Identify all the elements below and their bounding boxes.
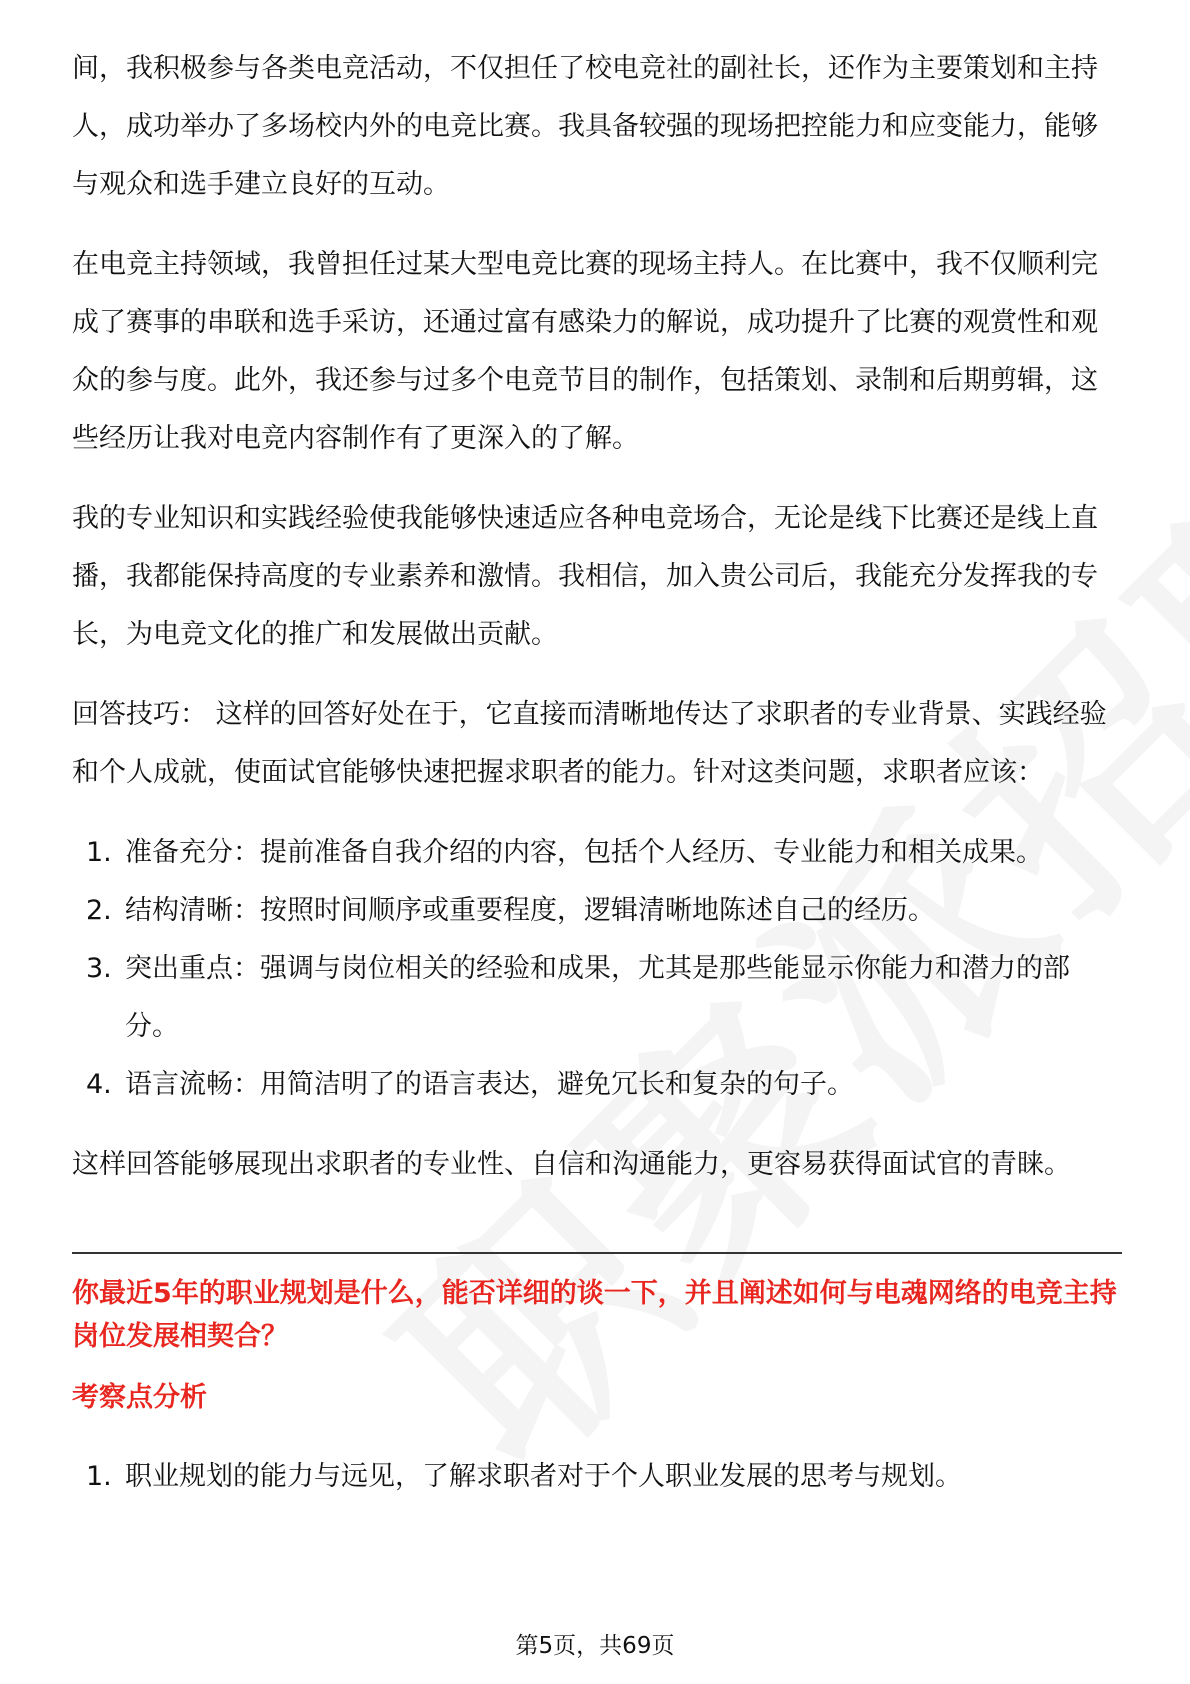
list-number: 1. <box>86 1461 112 1492</box>
list-item-text: 结构清晰：按照时间顺序或重要程度，逻辑清晰地陈述自己的经历。 <box>125 895 935 926</box>
section-divider <box>72 1252 1122 1254</box>
analysis-heading: 考察点分析 <box>72 1382 207 1413</box>
list-number: 2. <box>86 895 112 926</box>
paragraph-answer-tips: 回答技巧： 这样的回答好处在于，它直接而清晰地传达了求职者的专业背景、实践经验和个人成就，使面试官能够快速把握求职者的能力。针对这类问题，求职者应该： <box>72 699 1107 788</box>
list-number: 4. <box>86 1069 112 1100</box>
interview-question: 你最近5年的职业规划是什么，能否详细的谈一下，并且阐述如何与电魂网络的电竞主持岗位发展相契合？ <box>72 1278 1117 1352</box>
list-item <box>72 1448 1122 1506</box>
analysis-list <box>72 1448 1122 1506</box>
page-number: 第5页，共69页 <box>515 1633 675 1659</box>
list-item-text: 准备充分：提前准备自我介绍的内容，包括个人经历、专业能力和相关成果。 <box>125 837 1043 868</box>
paragraph-adaptability: 我的专业知识和实践经验使我能够快速适应各种电竞场合，无论是线下比赛还是线上直播，我都能保持高度的专业素养和激情。我相信，加入贵公司后，我能充分发挥我的专长，为电竞文化的推广和发展做出贡献。 <box>72 503 1098 650</box>
paragraph-experience: 间，我积极参与各类电竞活动，不仅担任了校电竞社的副社长，还作为主要策划和主持人，成功举办了多场校内外的电竞比赛。我具备较强的现场把控能力和应变能力，能够与观众和选手建立良好的互动。 <box>72 53 1098 200</box>
list-item <box>72 824 1122 882</box>
page-content <box>72 40 1122 1528</box>
list-item-text: 职业规划的能力与远见，了解求职者对于个人职业发展的思考与规划。 <box>125 1461 962 1492</box>
paragraph-hosting: 在电竞主持领域，我曾担任过某大型电竞比赛的现场主持人。在比赛中，我不仅顺利完成了赛事的串联和选手采访，还通过富有感染力的解说，成功提升了比赛的观赏性和观众的参与度。此外，我还参与过多个电竞节目的制作，包括策划、录制和后期剪辑，这些经历让我对电竞内容制作有了更深入的了解。 <box>72 249 1098 454</box>
list-number: 1. <box>86 837 112 868</box>
list-item <box>72 882 1122 940</box>
tips-list <box>72 824 1122 1114</box>
list-item <box>72 1056 1122 1114</box>
list-item-text: 语言流畅：用简洁明了的语言表达，避免冗长和复杂的句子。 <box>125 1069 854 1100</box>
list-item-text: 突出重点：强调与岗位相关的经验和成果，尤其是那些能显示你能力和潜力的部分。 <box>125 953 1070 1042</box>
list-item <box>72 940 1122 1056</box>
paragraph-closing: 这样回答能够展现出求职者的专业性、自信和沟通能力，更容易获得面试官的青睐。 <box>72 1149 1071 1180</box>
list-number: 3. <box>86 953 112 984</box>
